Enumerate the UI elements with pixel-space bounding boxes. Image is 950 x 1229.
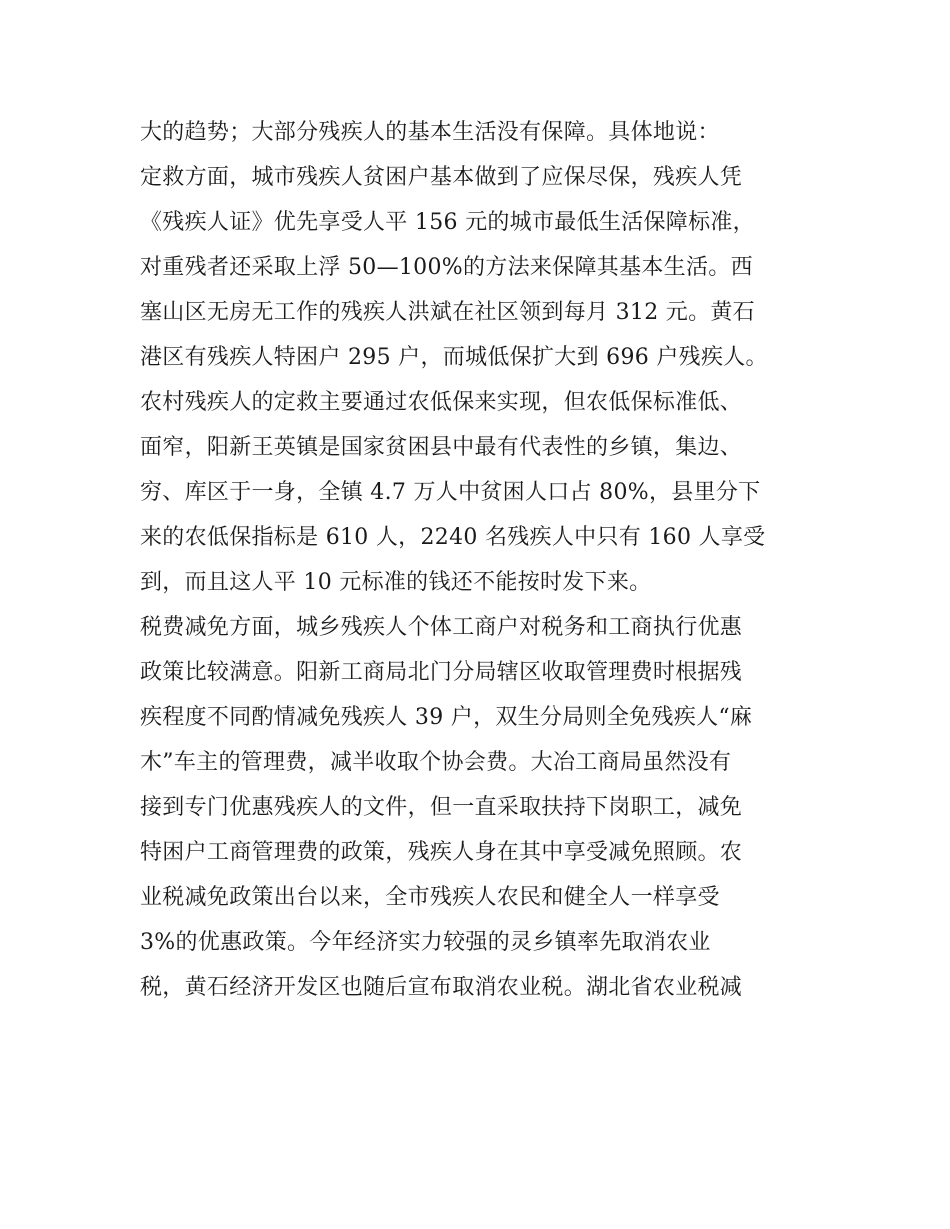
text-line: 政策比较满意。阳新工商局北门分局辖区收取管理费时根据残: [140, 660, 743, 685]
text-line: 港区有残疾人特困户 295 户，而城低保扩大到 696 户残疾人。: [140, 345, 768, 370]
text-line: 面窄，阳新王英镇是国家贫困县中最有代表性的乡镇，集边、: [140, 435, 743, 460]
text-line: 农村残疾人的定救主要通过农低保来实现，但农低保标准低、: [140, 390, 743, 415]
text-line: 木”车主的管理费，减半收取个协会费。大冶工商局虽然没有: [140, 750, 732, 775]
text-line: 3%的优惠政策。今年经济实力较强的灵乡镇率先取消农业: [140, 930, 711, 955]
text-line: 业税减免政策出台以来，全市残疾人农民和健全人一样享受: [140, 885, 720, 910]
text-line: 大的趋势；大部分残疾人的基本生活没有保障。具体地说：: [140, 120, 720, 145]
text-line: 疾程度不同酌情减免残疾人 39 户，双生分局则全免残疾人“麻: [140, 705, 753, 730]
text-line: 塞山区无房无工作的残疾人洪斌在社区领到每月 312 元。黄石: [140, 300, 755, 325]
text-line: 特困户工商管理费的政策，残疾人身在其中享受减免照顾。农: [140, 840, 743, 865]
text-line: 税，黄石经济开发区也随后宣布取消农业税。湖北省农业税减: [140, 975, 743, 1000]
text-line: 到，而且这人平 10 元标准的钱还不能按时发下来。: [140, 570, 652, 595]
text-line: 接到专门优惠残疾人的文件，但一直采取扶持下岗职工，减免: [140, 795, 743, 820]
text-line: 税费减免方面，城乡残疾人个体工商户对税务和工商执行优惠: [140, 615, 743, 640]
text-line: 对重残者还采取上浮 50—100%的方法来保障其基本生活。西: [140, 255, 753, 280]
text-line: 《残疾人证》优先享受人平 156 元的城市最低生活保障标准，: [140, 210, 755, 235]
text-line: 来的农低保指标是 610 人，2240 名残疾人中只有 160 人享受: [140, 525, 766, 550]
body-text: [140, 110, 830, 1010]
text-line: 定救方面，城市残疾人贫困户基本做到了应保尽保，残疾人凭: [140, 165, 743, 190]
text-line: 穷、库区于一身，全镇 4.7 万人中贫困人口占 80%，县里分下: [140, 480, 761, 505]
